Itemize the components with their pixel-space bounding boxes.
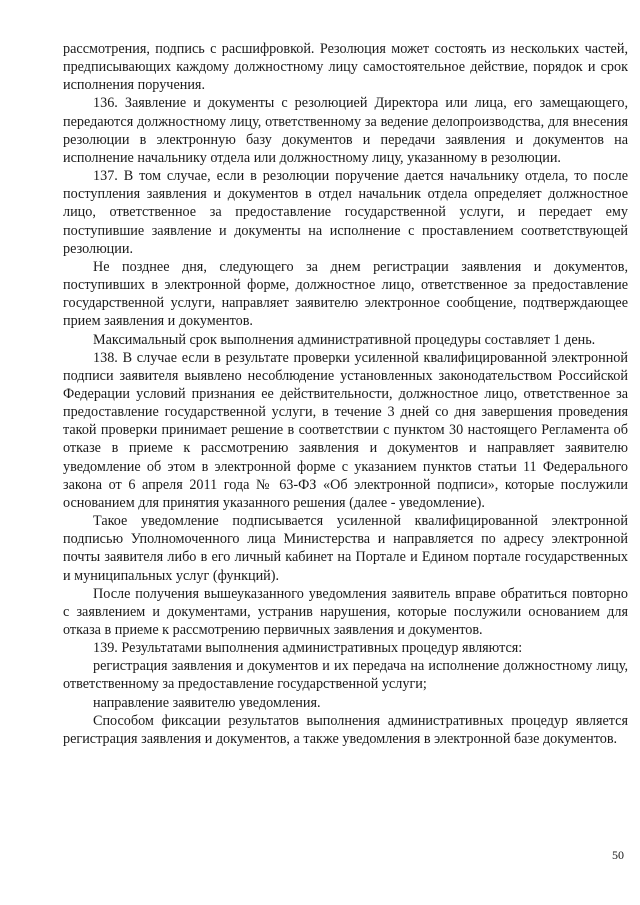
paragraph-137: 137. В том случае, если в резолюции поручение дается начальнику отдела, то после поступления заявления и документов в отдел начальник отдела определяет должностное лицо, ответственное за предоставление государственной услуги, и передает ему поступившие заявление и документы на исполнение с проставлением соответствующей резолюции.	[63, 168, 628, 257]
paragraph-137-max-term: Максимальный срок выполнения административной процедуры составляет 1 день.	[93, 331, 596, 348]
paragraph-continuation: рассмотрения, подпись с расшифровкой. Резолюция может состоять из нескольких частей, предписывающих каждому должностному лицу самостоятельное действие, порядок и срок исполнения поручения.	[63, 41, 628, 94]
page-number: 50	[612, 848, 624, 862]
paragraph-139-result-notice: направление заявителю уведомления.	[93, 694, 321, 711]
paragraph-136: 136. Заявление и документы с резолюцией Директора или лица, его замещающего, передаются должностному лицу, ответственному за ведение делопроизводства, для внесения резолюции в электронную базу документов и передачи заявления и документов на исполнение начальнику отдела или должностному лицу, указанному в резолюции.	[63, 95, 628, 166]
paragraph-138: 138. В случае если в результате проверки усиленной квалифицированной электронной подписи заявителя выявлено несоблюдение установленных законодательством Российской Федерации условий признания ее действительности, должностное лицо, ответственное за предоставление государственной услуги, в течение 3 дней со дня завершения проведения такой проверки принимает решение в соответствии с пунктом 30 настоящего Регламента об отказе в приеме к рассмотрению заявления и документов и направляет заявителю уведомление об этом в электронной форме с указанием пунктов статьи 11 Федерального закона от 6 апреля 2011 года № 63-ФЗ «Об электронной подписи», которые послужили основанием для принятия указанного решения (далее - уведомление).	[63, 349, 628, 511]
document-page	[63, 40, 628, 748]
paragraph-139-result-registration: регистрация заявления и документов и их передача на исполнение должностному лицу, ответственному за предоставление государственной услуги;	[63, 658, 628, 693]
paragraph-139-fixation-method: Способом фиксации результатов выполнения административных процедур является регистрация заявления и документов, а также уведомления в электронной базе документов.	[63, 712, 628, 747]
paragraph-137-electronic-message: Не позднее дня, следующего за днем регистрации заявления и документов, поступивших в электронной форме, должностное лицо, ответственное за предоставление государственной услуги, направляет заявителю электронное сообщение, подтверждающее прием заявления и документов.	[63, 258, 628, 330]
paragraph-138-repeat-application: После получения вышеуказанного уведомления заявитель вправе обратиться повторно с заявлением и документами, устранив нарушения, которые послужили основанием для отказа в приеме к рассмотрению первичных заявления и документов.	[63, 585, 628, 638]
paragraph-138-notice-signature: Такое уведомление подписывается усиленной квалифицированной электронной подписью Уполномоченного лица Министерства и направляется по адресу электронной почты заявителя либо в его личный кабинет на Портале и Едином портале государственных и муниципальных услуг (функций).	[63, 513, 628, 584]
paragraph-139: 139. Результатами выполнения административных процедур являются:	[93, 640, 523, 657]
